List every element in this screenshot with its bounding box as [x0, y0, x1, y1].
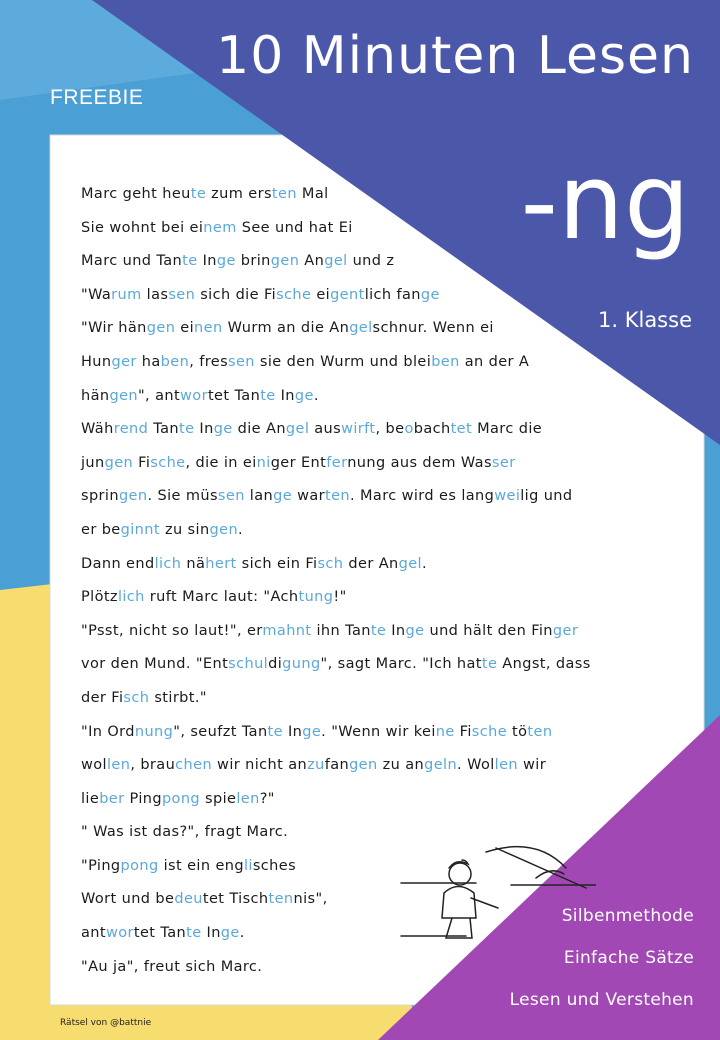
text-segment: In: [282, 723, 303, 740]
syllable-highlight: o: [404, 421, 414, 438]
text-segment: tet Tan: [133, 925, 187, 942]
feature-reading-comprehension: Lesen und Verstehen: [509, 990, 694, 1010]
syllable-highlight: mahnt: [262, 622, 312, 639]
syllable-highlight: ger: [111, 353, 137, 370]
text-segment: die An: [232, 421, 286, 438]
text-segment: Dann end: [81, 555, 155, 572]
text-segment: .: [313, 387, 319, 404]
grade-label: 1. Klasse: [598, 308, 692, 332]
syllable-highlight: ge: [405, 622, 425, 639]
syllable-highlight: te: [370, 622, 387, 639]
text-segment: Fi: [454, 723, 472, 740]
syllable-highlight: te: [179, 421, 195, 438]
story-line: [81, 752, 681, 786]
text-segment: sprin: [81, 488, 119, 505]
syllable-highlight: ge: [220, 925, 240, 942]
syllable-highlight: deu: [174, 891, 203, 908]
text-segment: .: [238, 521, 244, 538]
syllable-highlight: wei: [494, 488, 521, 505]
syllable-highlight: ten: [268, 891, 294, 908]
syllable-highlight: te: [182, 253, 198, 270]
syllable-highlight: wor: [180, 387, 208, 404]
text-segment: lich fan: [364, 286, 421, 303]
text-segment: Ping: [124, 790, 162, 807]
text-segment: ei: [175, 320, 195, 337]
syllable-highlight: ge: [213, 421, 233, 438]
story-line: [81, 618, 681, 652]
text-segment: zu an: [377, 757, 425, 774]
story-line: [81, 584, 681, 618]
feature-simple-sentences: Einfache Sätze: [563, 948, 694, 968]
syllable-highlight: hert: [205, 555, 237, 572]
story-line: [81, 517, 681, 551]
text-segment: lig und: [520, 488, 573, 505]
text-segment: ihn Tan: [311, 622, 371, 639]
text-segment: !": [333, 589, 347, 606]
syllable-highlight: ger: [552, 622, 579, 639]
text-segment: wir nicht an: [212, 757, 308, 774]
page-title: 10 Minuten Lesen: [216, 26, 694, 86]
syllable-highlight: gen: [118, 488, 148, 505]
syllable-highlight: lich: [154, 555, 182, 572]
text-segment: der An: [343, 555, 399, 572]
text-segment: "Psst, nicht so laut!", er: [81, 622, 263, 639]
syllable-highlight: ten: [271, 186, 297, 202]
text-segment: Angst, dass: [497, 656, 591, 673]
syllable-highlight: nung: [134, 723, 174, 740]
text-segment: . Sie müs: [147, 488, 218, 505]
text-segment: . "Wenn wir kei: [321, 723, 436, 740]
syllable-highlight: gen: [104, 454, 134, 471]
syllable-highlight: ge: [216, 253, 236, 270]
text-segment: Fi: [133, 454, 151, 471]
syllable-highlight: fer: [326, 454, 348, 471]
text-segment: sich die Fi: [195, 286, 277, 303]
syllable-highlight: ten: [527, 723, 553, 740]
story-line: [81, 786, 681, 820]
text-segment: , fres: [189, 353, 229, 370]
text-segment: "In Ord: [81, 723, 135, 740]
credit-text: Rätsel von @battnie: [60, 1018, 152, 1028]
text-segment: Marc und Tan: [81, 253, 183, 270]
syllable-highlight: chen: [175, 757, 213, 774]
text-segment: Wurm an die An: [222, 320, 350, 337]
syllable-highlight: gen: [209, 521, 239, 538]
syllable-highlight: ser: [491, 454, 516, 471]
syllable-highlight: gel: [349, 320, 373, 337]
text-segment: ant: [81, 925, 106, 942]
text-segment: ruft Marc laut: "Ach: [144, 589, 299, 606]
text-segment: ", sagt Marc. "Ich hat: [320, 656, 482, 673]
syllable-highlight: sche: [150, 454, 186, 471]
text-segment: "Wir hän: [81, 320, 147, 337]
feature-syllable-method: Silbenmethode: [561, 906, 694, 926]
syllable-highlight: nen: [194, 320, 223, 337]
freebie-label: FREEBIE: [50, 86, 144, 109]
text-segment: Mal: [296, 186, 329, 202]
text-segment: der Fi: [81, 689, 124, 706]
story-line: [81, 450, 681, 484]
text-segment: Tan: [148, 421, 179, 438]
text-segment: ", ant: [137, 387, 181, 404]
text-segment: spie: [200, 790, 237, 807]
text-segment: tet Tan: [207, 387, 261, 404]
syllable-highlight: sen: [217, 488, 245, 505]
text-segment: und z: [347, 253, 395, 270]
text-segment: ?": [259, 790, 275, 807]
text-segment: , be: [375, 421, 405, 438]
syllable-highlight: rum: [111, 286, 142, 303]
syllable-highlight: sch: [317, 555, 344, 572]
syllable-highlight: gel: [324, 253, 348, 270]
text-segment: "Wa: [81, 286, 112, 303]
text-segment: lan: [244, 488, 274, 505]
text-segment: See und hat Ei: [236, 219, 353, 236]
syllable-highlight: li: [243, 857, 253, 874]
text-segment: Marc geht heu: [81, 186, 191, 202]
text-segment: sich ein Fi: [236, 555, 318, 572]
text-segment: nä: [181, 555, 206, 572]
syllable-highlight: ge: [273, 488, 293, 505]
story-line: [81, 282, 681, 316]
syllable-highlight: len: [236, 790, 260, 807]
story-line: [81, 416, 681, 450]
syllable-highlight: sen: [168, 286, 196, 303]
text-segment: zum ers: [206, 186, 272, 202]
syllable-highlight: ge: [302, 723, 322, 740]
text-segment: In: [386, 622, 406, 639]
text-segment: .: [239, 925, 245, 942]
boy-fishing-illustration: [396, 838, 596, 948]
text-segment: nung aus dem Was: [347, 454, 492, 471]
text-segment: brin: [235, 253, 271, 270]
text-segment: di: [268, 656, 283, 673]
text-segment: In: [194, 421, 214, 438]
text-segment: . Wol: [457, 757, 495, 774]
text-segment: wol: [81, 757, 107, 774]
syllable-highlight: te: [186, 925, 202, 942]
syllable-highlight: lich: [117, 589, 145, 606]
syllable-highlight: schul: [228, 656, 269, 673]
text-segment: an der A: [459, 353, 530, 370]
syllable-highlight: sch: [123, 689, 150, 706]
story-line: [81, 651, 681, 685]
text-segment: In: [197, 253, 217, 270]
story-line: [81, 315, 681, 349]
text-segment: bach: [413, 421, 451, 438]
syllable-highlight: te: [190, 186, 207, 202]
syllable-highlight: te: [260, 387, 276, 404]
syllable-highlight: zu: [307, 757, 325, 774]
syllable-highlight: rend: [113, 421, 149, 438]
syllable-highlight: sche: [276, 286, 312, 303]
text-segment: schnur. Wenn ei: [372, 320, 494, 337]
syllable-highlight: ten: [324, 488, 350, 505]
text-segment: ist ein eng: [158, 857, 244, 874]
text-segment: . Marc wird es lang: [349, 488, 495, 505]
text-segment: zu sin: [159, 521, 210, 538]
syllable-highlight: te: [481, 656, 498, 673]
syllable-highlight: len: [494, 757, 518, 774]
syllable-highlight: gen: [109, 387, 138, 404]
text-segment: ei: [311, 286, 331, 303]
story-line: [81, 685, 681, 719]
text-segment: nis",: [293, 891, 328, 908]
text-segment: In: [275, 387, 295, 404]
syllable-highlight: gel: [285, 421, 310, 438]
syllable-highlight: sche: [471, 723, 508, 740]
syllable-highlight: ginnt: [120, 521, 160, 538]
syllable-highlight: gel: [398, 555, 422, 572]
text-segment: tet Tisch: [202, 891, 269, 908]
sound-label: -ng: [520, 141, 690, 263]
text-segment: er be: [81, 521, 121, 538]
text-segment: " Was ist das?", fragt Marc.: [81, 824, 289, 841]
syllable-highlight: gen: [146, 320, 176, 337]
text-segment: An: [299, 253, 325, 270]
syllable-highlight: gen: [270, 253, 300, 270]
text-segment: las: [141, 286, 169, 303]
text-segment: lie: [81, 790, 100, 807]
text-segment: , die in ei: [185, 454, 257, 471]
syllable-highlight: gung: [282, 656, 321, 673]
syllable-highlight: geln: [424, 757, 458, 774]
text-segment: aus: [309, 421, 342, 438]
syllable-highlight: gen: [349, 757, 378, 774]
syllable-highlight: tung: [298, 589, 334, 606]
syllable-highlight: sen: [228, 353, 255, 370]
story-line: [81, 551, 681, 585]
text-segment: Wort und be: [81, 891, 175, 908]
syllable-highlight: pong: [161, 790, 201, 807]
syllable-highlight: ber: [99, 790, 125, 807]
text-segment: , brau: [130, 757, 176, 774]
text-segment: ha: [136, 353, 161, 370]
text-segment: In: [201, 925, 221, 942]
text-segment: "Ping: [81, 857, 121, 874]
syllable-highlight: pong: [120, 857, 159, 874]
text-segment: Plötz: [81, 589, 118, 606]
story-line: [81, 383, 681, 417]
syllable-highlight: ben: [160, 353, 190, 370]
syllable-highlight: ge: [420, 286, 440, 303]
syllable-highlight: nem: [203, 219, 237, 236]
story-line: [81, 349, 681, 383]
syllable-highlight: wor: [105, 925, 134, 942]
syllable-highlight: len: [106, 757, 131, 774]
text-segment: hän: [81, 387, 110, 404]
syllable-highlight: ni: [256, 454, 271, 471]
text-segment: ", seufzt Tan: [173, 723, 268, 740]
text-segment: Wäh: [81, 421, 114, 438]
syllable-highlight: tet: [450, 421, 473, 438]
text-segment: jun: [81, 454, 105, 471]
text-segment: wir: [518, 757, 547, 774]
story-line: [81, 719, 681, 753]
syllable-highlight: te: [267, 723, 283, 740]
text-segment: Marc die: [472, 421, 543, 438]
text-segment: sie den Wurm und blei: [254, 353, 432, 370]
syllable-highlight: ne: [435, 723, 455, 740]
text-segment: Sie wohnt bei ei: [81, 219, 204, 236]
syllable-highlight: wirft: [341, 421, 376, 438]
text-segment: war: [292, 488, 325, 505]
text-segment: tö: [507, 723, 528, 740]
text-segment: ger Ent: [270, 454, 327, 471]
story-line: [81, 483, 681, 517]
text-segment: fan: [324, 757, 350, 774]
text-segment: sches: [252, 857, 297, 874]
text-segment: stirbt.": [149, 689, 207, 706]
syllable-highlight: ben: [431, 353, 460, 370]
syllable-highlight: ge: [294, 387, 314, 404]
syllable-highlight: gent: [330, 286, 365, 303]
text-segment: "Au ja", freut sich Marc.: [81, 958, 263, 975]
text-segment: vor den Mund. "Ent: [81, 656, 229, 673]
text-segment: und hält den Fin: [424, 622, 553, 639]
text-segment: Hun: [81, 353, 112, 370]
text-segment: .: [421, 555, 427, 572]
